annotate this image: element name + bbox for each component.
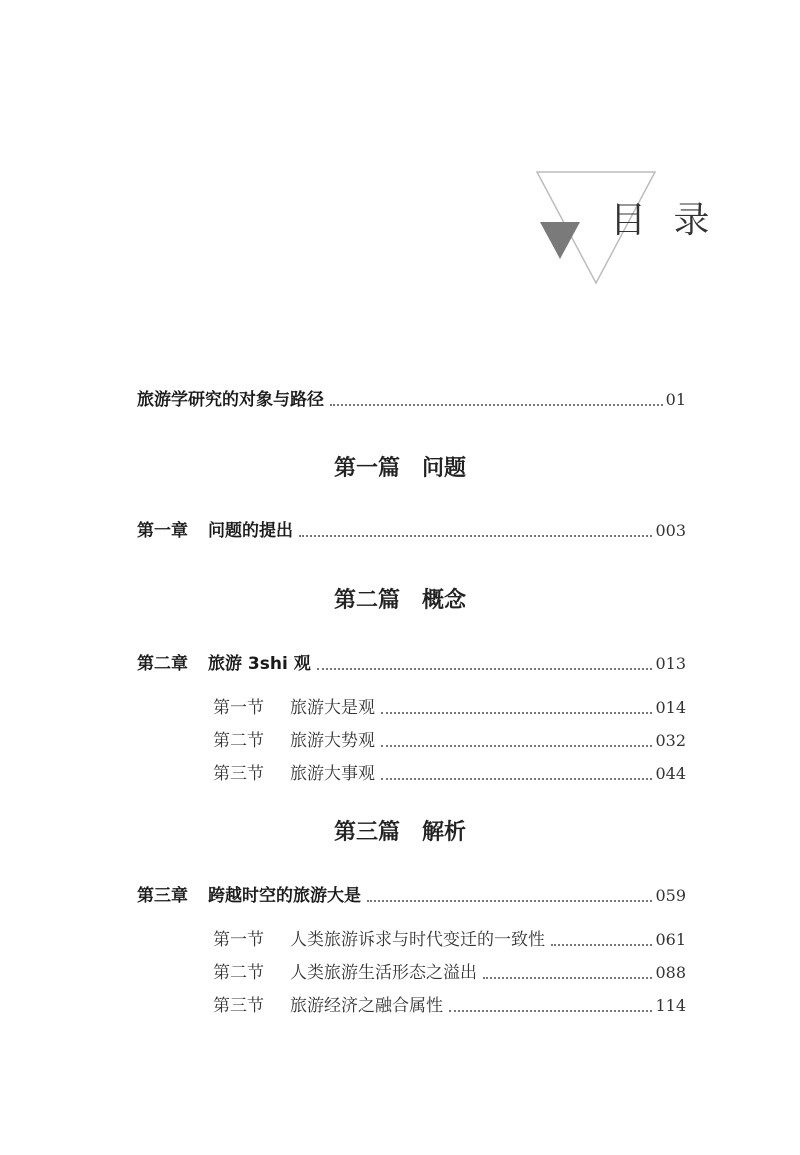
chapter-number: 第三章: [137, 886, 188, 906]
section-number: 第二节: [213, 963, 264, 983]
section-number: 第一节: [213, 930, 264, 950]
dot-leader: [449, 1010, 652, 1012]
toc-entry-section[interactable]: [213, 995, 686, 1017]
part-name: 概念: [422, 587, 467, 613]
chapter-number: 第一章: [137, 521, 188, 541]
chapter-title: 旅游 3shi 观: [208, 654, 311, 674]
dot-leader: [330, 404, 663, 406]
toc-title: 目 录: [610, 200, 718, 241]
dot-leader: [317, 668, 653, 670]
part-name: 问题: [422, 455, 467, 481]
page-number: 061: [655, 930, 686, 949]
page-number: 01: [665, 390, 686, 409]
page-number: 003: [655, 521, 686, 540]
dot-leader: [381, 778, 652, 780]
section-number: 第二节: [213, 731, 264, 751]
section-title: 旅游经济之融合属性: [290, 996, 443, 1016]
section-number: 第三节: [213, 996, 264, 1016]
dot-leader: [483, 977, 652, 979]
part-heading: [0, 819, 800, 845]
section-title: 人类旅游诉求与时代变迁的一致性: [290, 930, 545, 950]
dot-leader: [551, 944, 652, 946]
toc-entry-intro[interactable]: [137, 389, 686, 411]
section-title: 人类旅游生活形态之溢出: [290, 963, 477, 983]
part-name: 解析: [422, 819, 467, 845]
dot-leader: [367, 900, 652, 902]
section-number: 第三节: [213, 764, 264, 784]
entry-label: 旅游学研究的对象与路径: [137, 390, 324, 410]
page-number: 114: [655, 996, 686, 1015]
page-number: 013: [655, 654, 686, 673]
section-title: 旅游大势观: [290, 731, 375, 751]
toc-entry-chapter[interactable]: [137, 520, 686, 542]
page-number: 014: [655, 698, 686, 717]
chapter-title: 问题的提出: [208, 521, 293, 541]
toc-entry-chapter[interactable]: [137, 885, 686, 907]
part-number: 第一篇: [333, 455, 400, 481]
part-number: 第二篇: [333, 587, 400, 613]
dot-leader: [381, 745, 652, 747]
chapter-title: 跨越时空的旅游大是: [208, 886, 361, 906]
part-heading: [0, 455, 800, 481]
dot-leader: [299, 535, 652, 537]
toc-entry-section[interactable]: [213, 962, 686, 984]
toc-entry-section[interactable]: [213, 730, 686, 752]
section-title: 旅游大事观: [290, 764, 375, 784]
page-number: 044: [655, 764, 686, 783]
section-number: 第一节: [213, 698, 264, 718]
toc-entry-section[interactable]: [213, 697, 686, 719]
part-heading: [0, 587, 800, 613]
page-number: 088: [655, 963, 686, 982]
dot-leader: [381, 712, 652, 714]
toc-entry-chapter[interactable]: [137, 653, 686, 675]
part-number: 第三篇: [333, 819, 400, 845]
page-number: 059: [655, 886, 686, 905]
page-number: 032: [655, 731, 686, 750]
chapter-number: 第二章: [137, 654, 188, 674]
toc-entry-section[interactable]: [213, 763, 686, 785]
section-title: 旅游大是观: [290, 698, 375, 718]
toc-entry-section[interactable]: [213, 929, 686, 951]
